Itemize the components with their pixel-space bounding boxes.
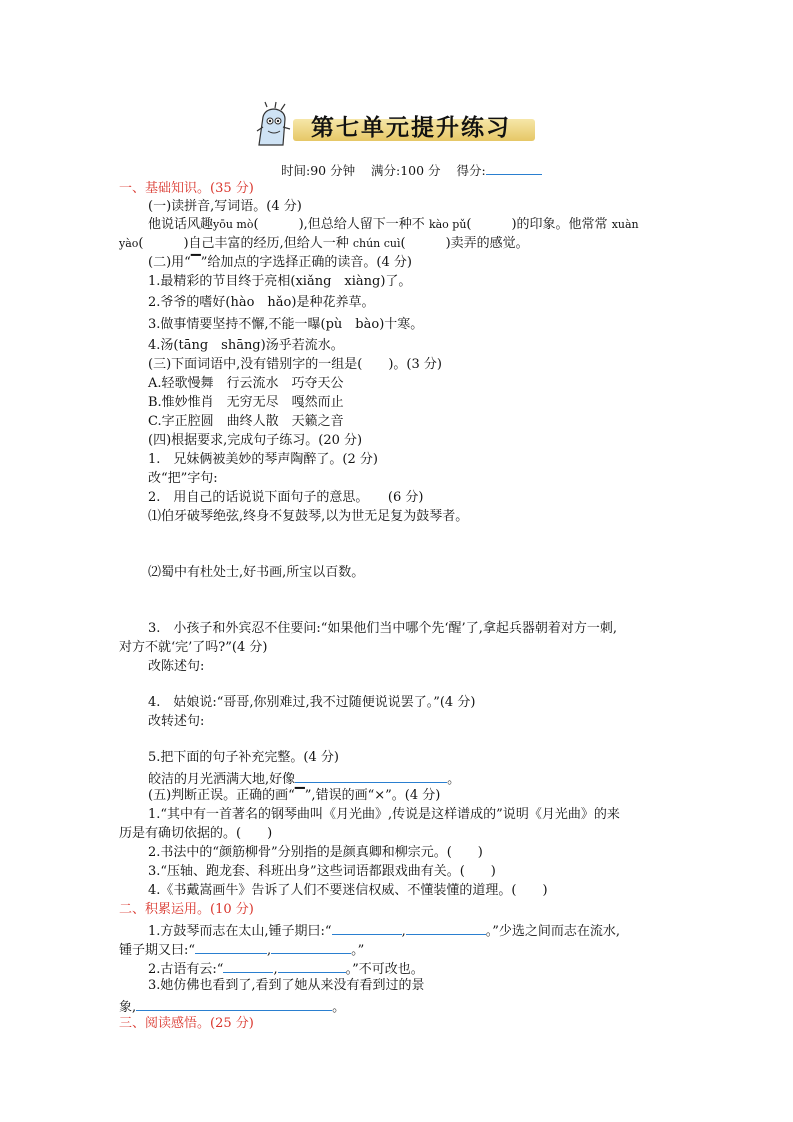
q5-1-line1: 1.“其中有一首著名的钢琴曲叫《月光曲》,传说是这样谱成的”说明《月光曲》的来 <box>148 807 620 822</box>
punctuation: 。 <box>332 1000 346 1015</box>
q1-line1: 他说话风趣yōu mò( ),但总给人留下一种不 kào pǔ( )的印象。他常常 xuàn <box>148 217 639 232</box>
pinyin: xuàn <box>611 218 639 231</box>
s2-q3-line2 <box>119 996 345 1017</box>
q3-option-b[interactable]: B.惟妙惟肖 无穷无尽 嘎然而止 <box>148 395 344 410</box>
q2-title: (二)用“▔”给加点的字选择正确的读音。(4 分) <box>148 255 412 270</box>
q4-3-instruction: 改陈述句: <box>148 659 205 674</box>
s2-q3-text: 象, <box>119 1000 137 1015</box>
q4-4-instruction: 改转述句: <box>148 714 205 729</box>
q5-3[interactable]: 3.“压轴、跑龙套、科班出身”这些词语都跟戏曲有关。( ) <box>148 864 496 879</box>
pinyin: yào <box>119 237 139 250</box>
q3-option-c[interactable]: C.字正腔圆 曲终人散 天籁之音 <box>148 414 344 429</box>
q4-5-prompt: 皎洁的月光洒满大地,好像 <box>148 772 296 787</box>
q5-title: (五)判断正误。正确的画“▔”,错误的画“×”。(4 分) <box>148 788 441 803</box>
s2-q2-text: 2.古语有云:“ <box>148 962 224 977</box>
answer-blank[interactable] <box>195 939 267 954</box>
punctuation: , <box>267 943 272 958</box>
q1-title: (一)读拼音,写词语。(4 分) <box>148 199 302 214</box>
q3-option-a[interactable]: A.轻歌慢舞 行云流水 巧夺天公 <box>148 376 344 391</box>
s2-q1-line2 <box>119 939 364 960</box>
punctuation: , <box>273 962 278 977</box>
q5-1-line2[interactable]: 历是有确切依据的。( ) <box>119 826 273 841</box>
q2-item-4[interactable]: 4.汤(tāng shāng)汤乎若流水。 <box>148 338 344 353</box>
q2-item-3[interactable]: 3.做事情要坚持不懈,不能一曝(pù bào)十寒。 <box>148 317 424 332</box>
s2-q1-text: 。”少选之间而志在流水, <box>485 924 620 939</box>
section-1-heading: 一、基础知识。(35 分) <box>119 181 254 196</box>
answer-blank[interactable] <box>223 958 273 973</box>
q1-text: ),但总给人留下一种不 <box>298 217 425 232</box>
score-label: 得分: <box>456 163 486 178</box>
time-limit: 时间:90 分钟 <box>281 163 356 178</box>
q4-3-line1: 3. 小孩子和外宾忍不住要问:“如果他们当中哪个先‘醒’了,拿起兵器朝着对方一刺, <box>148 621 617 636</box>
q1-text: )自己丰富的经历,但给人一种 <box>183 236 349 251</box>
s2-q1-text: 1.方鼓琴而志在太山,锺子期曰:“ <box>148 924 332 939</box>
answer-blank[interactable] <box>136 996 332 1011</box>
q4-4: 4. 姑娘说:“哥哥,你别难过,我不过随便说说罢了。”(4 分) <box>148 695 476 710</box>
q4-title: (四)根据要求,完成句子练习。(20 分) <box>148 433 363 448</box>
s2-q2-text: 。”不可改也。 <box>345 962 424 977</box>
q4-2: 2. 用自己的话说说下面句子的意思。 (6 分) <box>148 490 424 505</box>
q5-4[interactable]: 4.《书戴嵩画牛》告诉了人们不要迷信权威、不懂装懂的道理。( ) <box>148 883 548 898</box>
title-banner <box>253 101 543 149</box>
section-2-heading: 二、积累运用。(10 分) <box>119 902 254 917</box>
q5-2[interactable]: 2.书法中的“颜筋柳骨”分别指的是颜真卿和柳宗元。( ) <box>148 845 483 860</box>
q3-title: (三)下面词语中,没有错别字的一组是( )。(3 分) <box>148 357 442 372</box>
q2-item-2[interactable]: 2.爷爷的嗜好(hào hǎo)是种花养草。 <box>148 295 375 310</box>
q1-text: )的印象。他常常 <box>511 217 608 232</box>
q4-5: 5.把下面的句子补充完整。(4 分) <box>148 750 339 765</box>
q4-3-line2: 对方不就‘完’了吗?”(4 分) <box>119 640 268 655</box>
q1-text: )卖弄的感觉。 <box>445 236 529 251</box>
section-3-heading: 三、阅读感悟。(25 分) <box>119 1016 254 1031</box>
answer-blank[interactable] <box>406 920 486 935</box>
pinyin: yōu mò <box>213 218 254 231</box>
page-title: 第七单元提升练习 <box>311 114 511 141</box>
q4-2-b: ⑵蜀中有杜处士,好书画,所宝以百数。 <box>148 565 365 580</box>
q1-line2: yào( )自己丰富的经历,但给人一种 chún cuì( )卖弄的感觉。 <box>119 236 529 251</box>
s2-q1-line1 <box>148 920 620 941</box>
answer-blank[interactable] <box>278 958 346 973</box>
answer-blank[interactable] <box>295 768 447 783</box>
q4-1: 1. 兄妹俩被美妙的琴声陶醉了。(2 分) <box>148 452 378 467</box>
punctuation: , <box>401 924 406 939</box>
mascot-icon <box>253 101 293 149</box>
q4-1-instruction: 改“把”字句: <box>148 471 218 486</box>
answer-blank[interactable] <box>271 939 351 954</box>
pinyin: kào pǔ <box>428 218 467 231</box>
q4-5-sentence <box>148 768 460 789</box>
q1-text: 他说话风趣 <box>148 217 214 232</box>
punctuation: 。” <box>351 943 365 958</box>
q2-item-1[interactable]: 1.最精彩的节目终于亮相(xiǎng xiàng)了。 <box>148 274 412 289</box>
full-score: 满分:100 分 <box>371 163 441 178</box>
punctuation: 。 <box>447 772 461 787</box>
pinyin: chún cuì <box>352 237 401 250</box>
header-info <box>281 160 542 180</box>
s2-q2 <box>148 958 424 979</box>
answer-blank[interactable] <box>332 920 402 935</box>
s2-q1-text: 锺子期又曰:“ <box>119 943 196 958</box>
s2-q3-line1: 3.她仿佛也看到了,看到了她从来没有看到过的景 <box>148 978 425 993</box>
q4-2-a: ⑴伯牙破琴绝弦,终身不复鼓琴,以为世无足复为鼓琴者。 <box>148 509 469 524</box>
score-blank[interactable] <box>486 160 542 175</box>
